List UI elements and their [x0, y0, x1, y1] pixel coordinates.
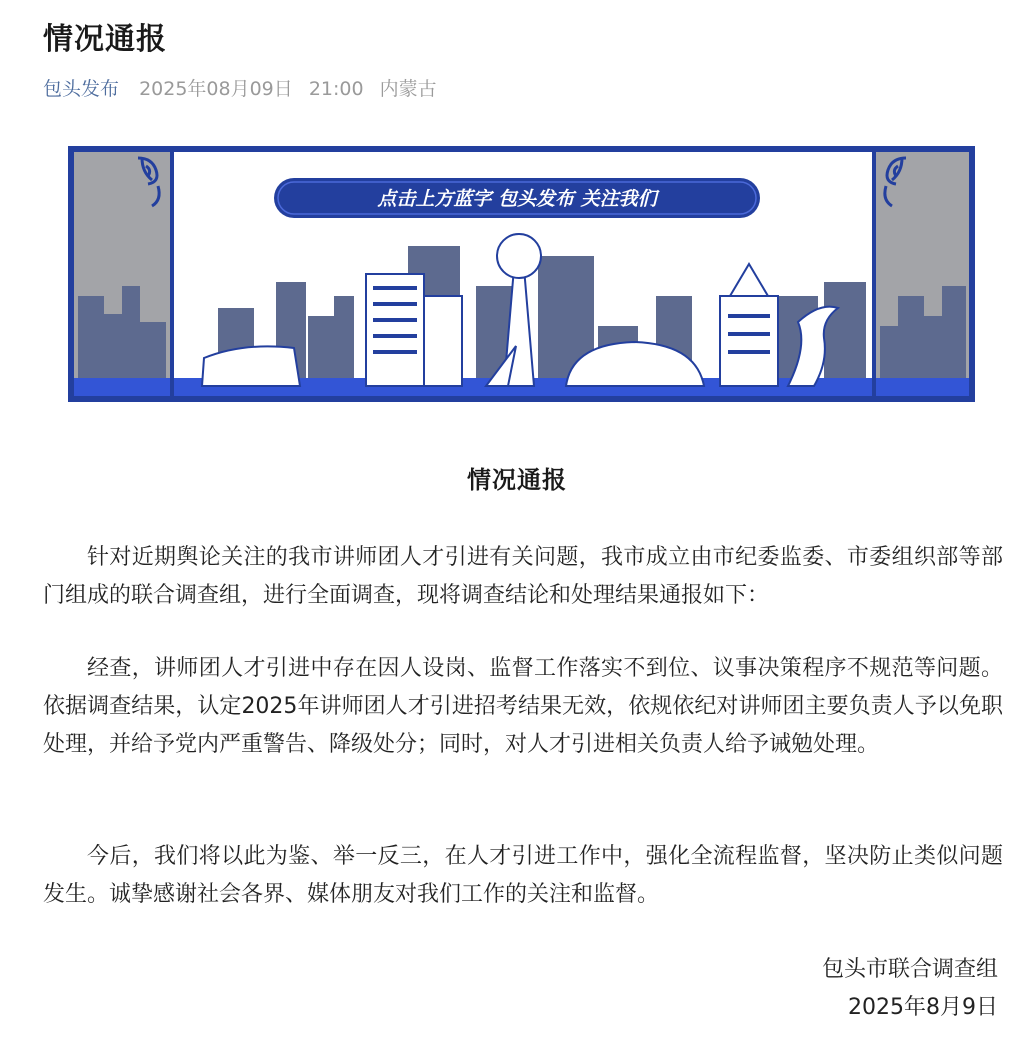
paragraph-conclusion: 今后，我们将以此为鉴、举一反三，在人才引进工作中，强化全流程监督，坚决防止类似问题发生。诚挚感谢社会各界、媒体朋友对我们工作的关注和监督。 — [43, 844, 1003, 907]
paragraph-findings: 经查，讲师团人才引进中存在因人设岗、监督工作落实不到位、议事决策程序不规范等问题。依据调查结果，认定2025年讲师团人才引进招考结果无效，依规依纪对讲师团主要负责人予以免职处理，并给予党内严重警告、降级处分；同时，对人才引进相关负责人给予诫勉处理。 — [43, 656, 1003, 757]
paragraph-intro: 针对近期舆论关注的我市讲师团人才引进有关问题，我市成立由市纪委监委、市委组织部等部门组成的联合调查组，进行全面调查，现将调查结论和处理结果通报如下： — [43, 545, 1003, 608]
follow-banner-image[interactable] — [68, 146, 975, 402]
signature-org: 包头市联合调查组 — [821, 957, 998, 982]
signature-date: 2025年8月9日 — [848, 995, 998, 1020]
slogan-text: 点击上方蓝字 包头发布 关注我们 — [377, 188, 657, 210]
publish-region: 内蒙古 — [379, 78, 437, 100]
article-title: 情况通报 — [43, 22, 167, 57]
article-meta — [43, 74, 437, 101]
body-heading: 情况通报 — [467, 466, 567, 494]
publish-time: 21:00 — [308, 78, 364, 100]
source-account-link[interactable]: 包头发布 — [43, 78, 120, 100]
publish-date: 2025年08月09日 — [139, 78, 293, 100]
